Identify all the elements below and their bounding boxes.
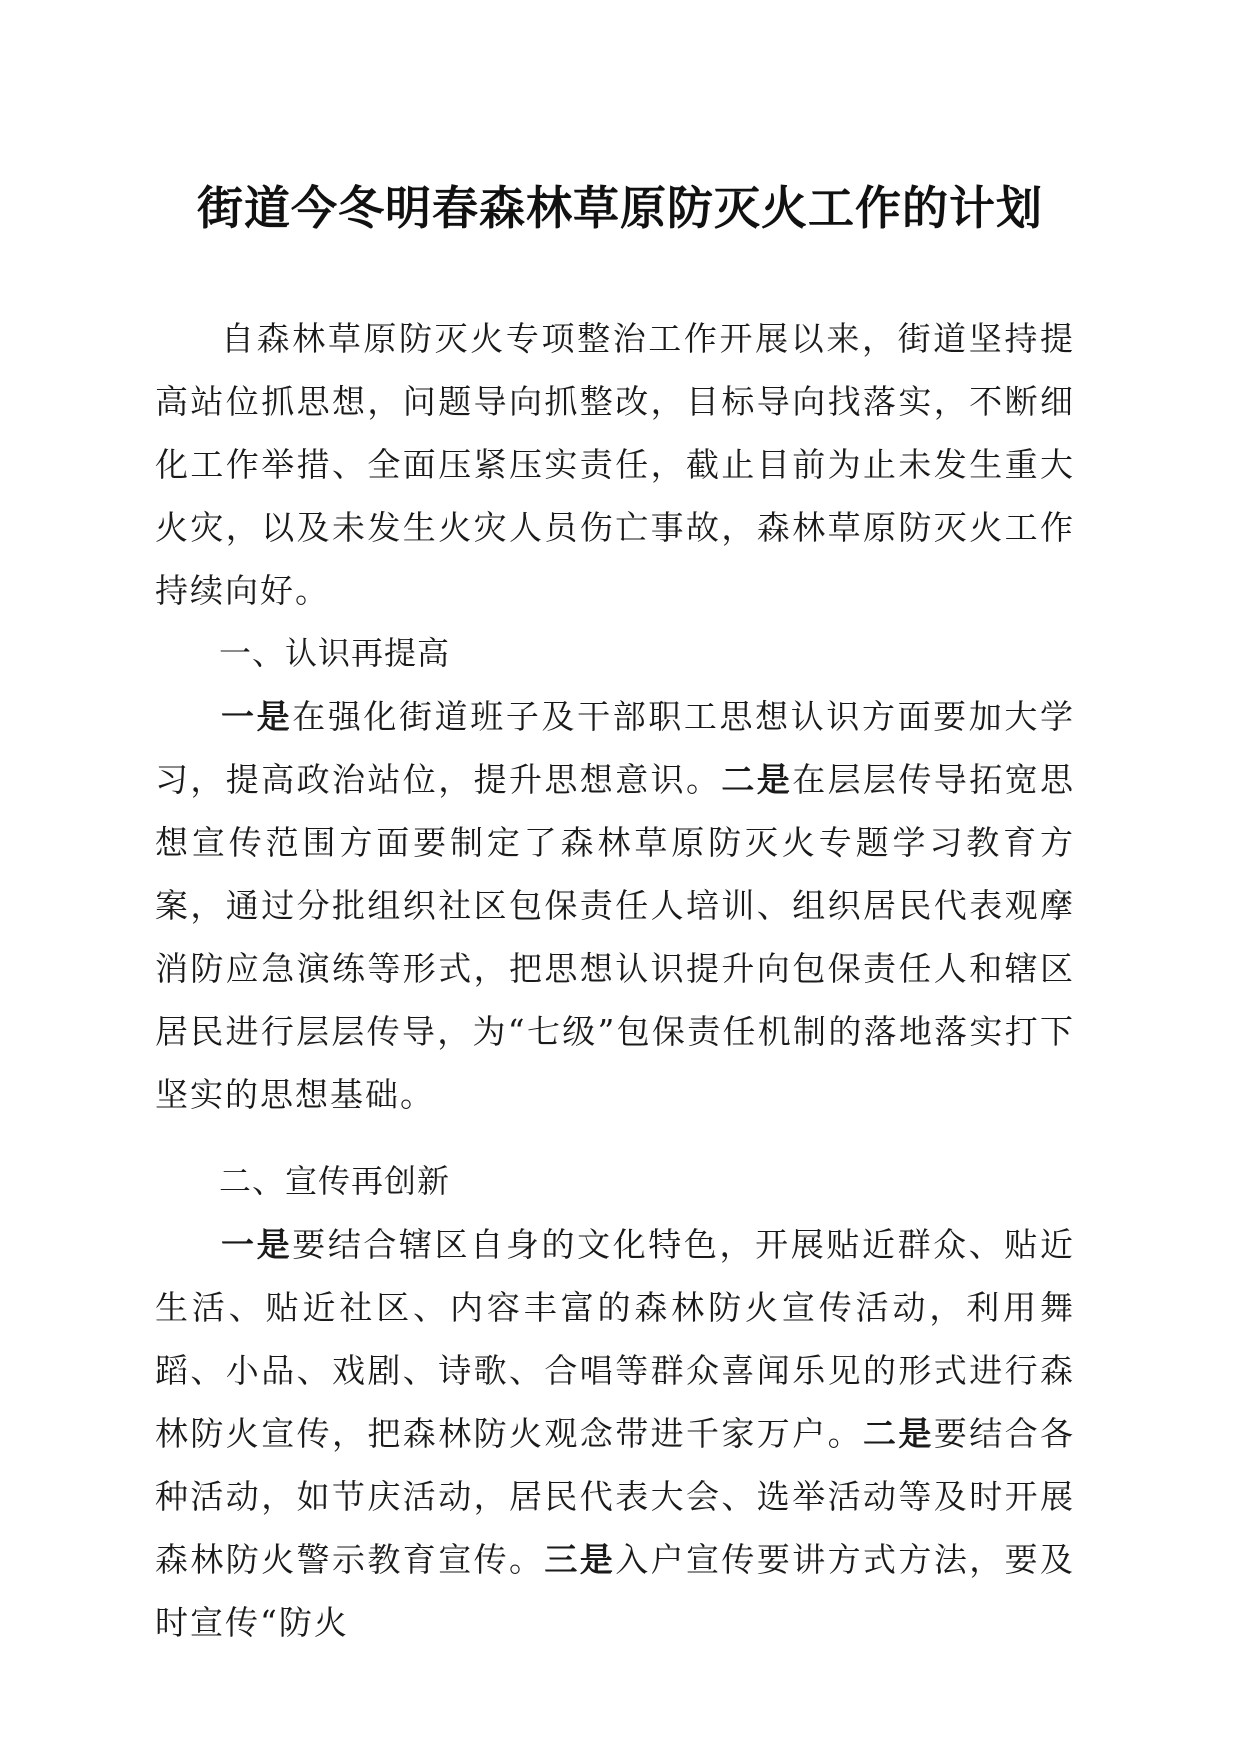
section2-paragraph [155,1213,1075,1654]
section2-point3-text: 入户宣传要讲方式方法，要及时宣传“防火 [155,1540,1076,1642]
document-body [155,307,1075,1654]
section1-paragraph [155,685,1075,1126]
section1-point2-text: 在层层传导拓宽思想宣传范围方面要制定了森林草原防灭火专题学习教育方案，通过分批组织社区包保责任人培训、组织居民代表观摩消防应急演练等形式，把思想认识提升向包保责任人和辖区居民进行层层传导，为“七级”包保责任机制的落地落实打下坚实的思想基础。 [155,760,1076,1114]
section2-point1-text: 要结合辖区自身的文化特色，开展贴近群众、贴近生活、贴近社区、内容丰富的森林防火宣传活动，利用舞蹈、小品、戏剧、诗歌、合唱等群众喜闻乐见的形式进行森林防火宣传，把森林防火观念带进千家万户。 [155,1225,1076,1453]
document-title: 街道今冬明春森林草原防灭火工作的计划 [197,181,1043,235]
section1-point2-lead: 二是 [721,760,793,799]
section-heading-2: 二、宣传再创新 [219,1162,451,1200]
section2-point1-lead: 一是 [221,1225,293,1264]
section1-point1-lead: 一是 [221,697,293,736]
section2-point2-lead: 二是 [863,1414,934,1453]
section1-point1-text: 在强化街道班子及干部职工思想认识方面要加大学习，提高政治站位，提升思想意识。 [155,697,1076,799]
section2-point2-text: 要结合各种活动，如节庆活动，居民代表大会、选举活动等及时开展森林防火警示教育宣传。 [155,1414,1076,1579]
section2-point3-lead: 三是 [544,1540,616,1579]
section-heading-1: 一、认识再提高 [219,634,451,672]
intro-paragraph: 自森林草原防灭火专项整治工作开展以来，街道坚持提高站位抓思想，问题导向抓整改，目标导向找落实，不断细化工作举措、全面压紧压实责任，截止目前为止未发生重大火灾，以及未发生火灾人员伤亡事故，森林草原防灭火工作持续向好。 [155,319,1075,610]
